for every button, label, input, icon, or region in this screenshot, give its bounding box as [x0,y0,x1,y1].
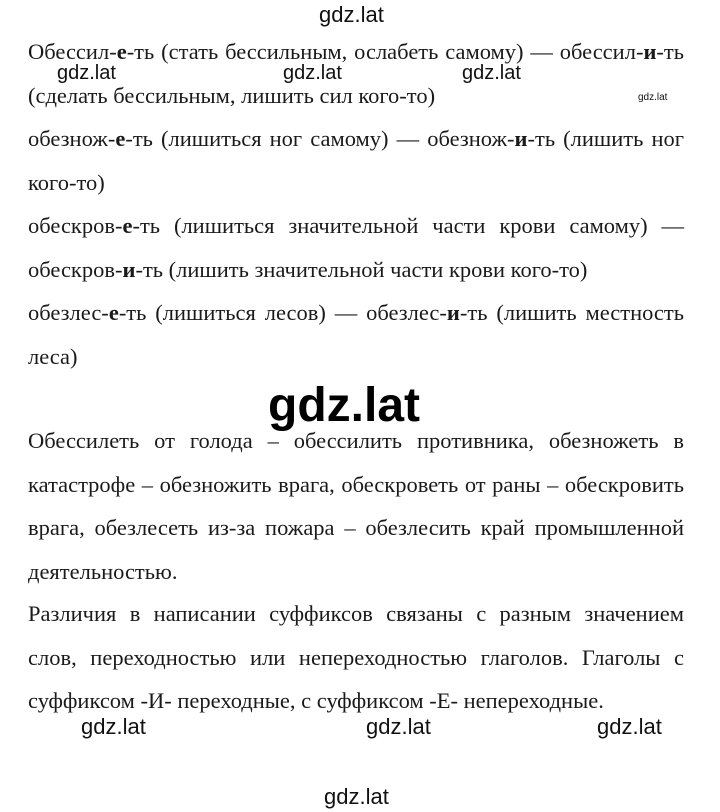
meaning-note: (сделать бессильным, лишить сил кого-то) [28,82,436,108]
word-root: обезнож- [427,126,515,151]
suffix-e: е [122,213,133,238]
word-root: обескров- [28,213,123,238]
meaning-note: (стать бессильным, ослабеть самому) — [154,39,560,64]
word-root: обескров- [28,256,123,282]
word-root: обезнож- [28,126,116,151]
meaning-note: (лишиться значительной части крови самому) — [160,213,684,238]
watermark-small: gdz.lat [638,92,668,103]
word-ending: -ть [459,300,488,325]
word-pair-3 [28,204,684,291]
watermark: gdz.lat [366,714,431,739]
word-ending: -ть [527,126,556,151]
suffix-i: и [643,39,657,64]
word-root: обезлес- [366,300,447,325]
word-ending: -ть [656,39,684,64]
meaning-note: (лишиться лесов) — [146,300,367,325]
word-root: обезлес- [28,300,109,325]
word-ending: -ть [118,300,147,325]
watermark: gdz.lat [81,714,146,739]
word-pair-2 [28,117,684,204]
meaning-note: (лишить местность леса) [28,300,684,369]
word-pair-1 [28,30,684,117]
meaning-note: (лишить значительной части крови кого-то) [163,256,588,282]
conclusion-paragraph: Различия в написании суффиксов связаны с разным значением слов, переходностью или непереходностью глаголов. Глаголы с суффиксом -И- переходные, с суффиксом -Е- непереходные. [28,601,684,713]
watermark-top: gdz.lat [319,2,384,27]
watermark: gdz.lat [57,62,116,84]
watermark: gdz.lat [462,62,521,84]
suffix-i: и [446,300,460,325]
word-root: Обессил- [28,39,117,64]
watermark: gdz.lat [283,62,342,84]
examples-paragraph: Обессилеть от голода – обессилить противника, обезножеть в катастрофе – обезножить врага, обескроветь от раны – обескровить врага, обезлесеть из-за пожара – обезлесить край промышленной деятельностью. [28,428,684,584]
word-ending: -ть [126,39,155,64]
suffix-e: е [108,300,119,325]
word-ending: -ть [135,256,164,282]
word-ending: -ть [125,126,153,151]
word-pairs-block [28,30,684,378]
word-root: обессил- [559,39,644,64]
word-ending: -ть [132,213,161,238]
watermark: gdz.lat [597,714,662,739]
meaning-note: (лишиться ног самому) — [152,126,428,151]
suffix-i: и [514,126,528,151]
meaning-note: (лишить ног кого-то) [28,126,684,195]
suffix-e: е [115,126,126,151]
watermark-footer: gdz.lat [324,784,389,809]
watermark-center-large: gdz.lat [268,379,420,432]
suffix-e: е [116,39,127,64]
word-pair-4 [28,291,684,378]
suffix-i: и [122,256,136,282]
